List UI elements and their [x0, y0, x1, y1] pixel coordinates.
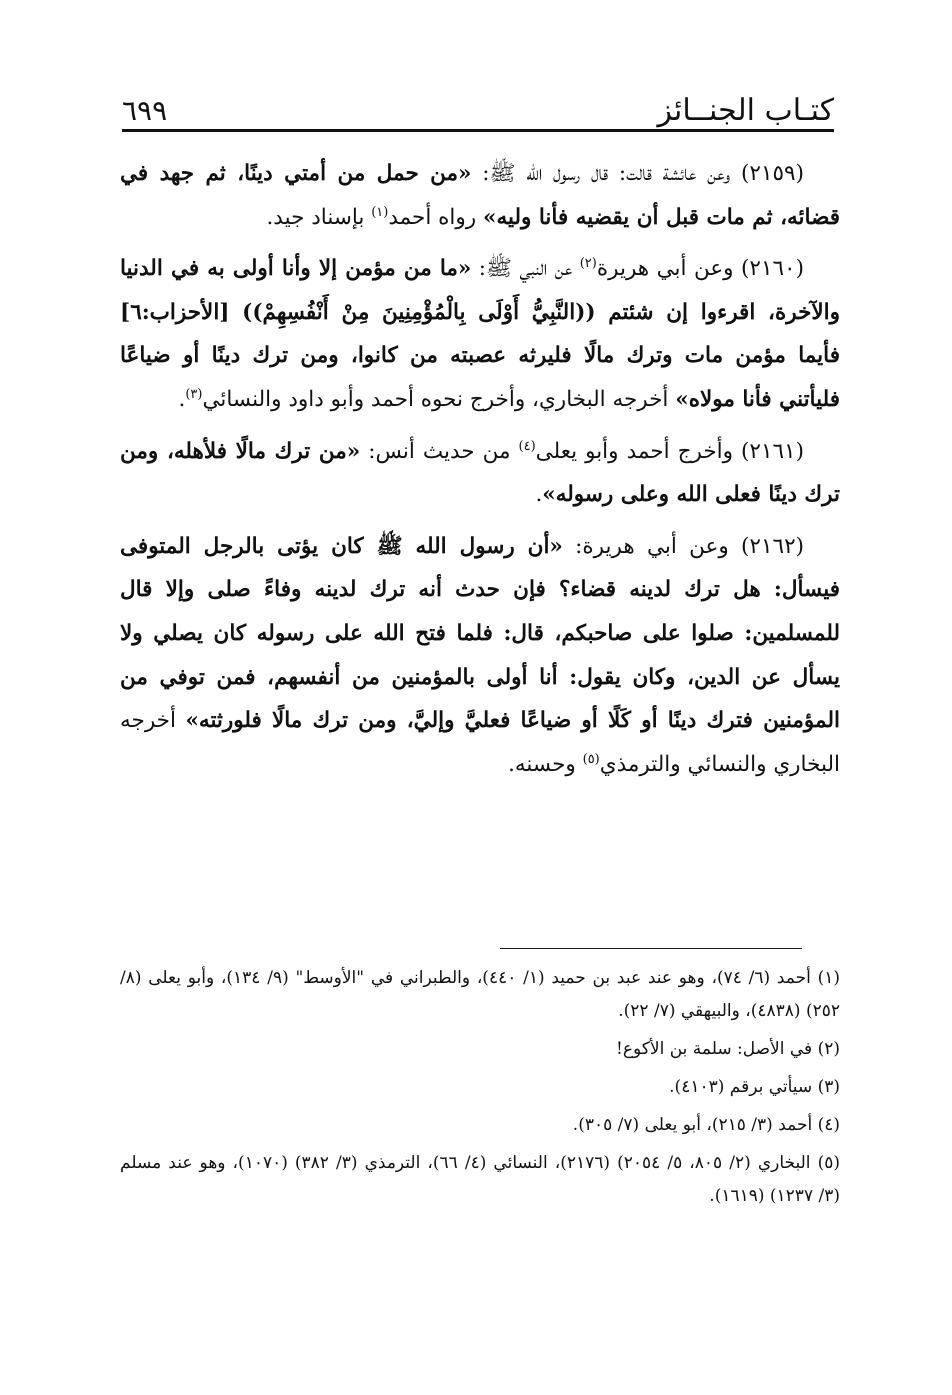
hadith-source: رواه أحمد — [388, 204, 483, 230]
hadith-source: أخرجه البخاري، وأخرج نحوه أحمد وأبو داود والنسائي — [202, 386, 676, 412]
hadith-quote: «ما من مؤمن إلا وأنا أولى به في الدنيا والآخرة، اقرءوا إن شئتم ((النَّبِيُّ أَوْلَى بِالْمُؤْمِنِينَ مِنْ أَنْفُسِهِمْ)) [الأحزاب:٦] فأيما مؤمن مات وترك مالًا فليرثه عصبته من كانوا، ومن ترك دينًا أو ضياعًا فليأتني فأنا مولاه» — [120, 256, 840, 412]
hadith-paragraph-2161 — [120, 430, 840, 517]
book-title: كتـاب الجنــائز — [657, 93, 834, 128]
footnote-ref: (١) — [371, 204, 389, 220]
footnote-5: (٥) البخاري (٢/ ٨٠٥، ٥/ ٢٠٥٤) (٢١٧٦)، النسائي (٤/ ٦٦)، الترمذي (٣/ ٣٨٢) (١٠٧٠)، وهو عند مسلم (٣/ ١٢٣٧) (١٦١٩). — [120, 1153, 840, 1206]
header-rule — [122, 129, 834, 132]
hadith-intro-cont: عن النبي ﷺ: — [471, 256, 580, 282]
hadith-grade: بإسناد جيد. — [266, 204, 372, 230]
footnote-4: (٤) أحمد (٣/ ٢١٥)، أبو يعلى (٧/ ٣٠٥). — [572, 1115, 840, 1135]
hadith-quote: «أن رسول الله ﷺ كان يؤتى بالرجل المتوفى فيسأل: هل ترك لدينه قضاء؟ فإن حدث أنه ترك لدينه وفاءً صلى وإلا قال للمسلمين: صلوا على صاحبكم، قال: فلما فتح الله على رسوله كان يصلي ولا يسأل عن الدين، وكان يقول: أنا أولى بالمؤمنين من أنفسهم، فمن توفي من المؤمنين فترك دينًا أو كَلًا أو ضياعًا فعليَّ وإليَّ، ومن ترك مالًا فلورثته» — [120, 533, 840, 734]
hadith-end: . — [535, 482, 543, 508]
hadith-paragraph-2159 — [120, 152, 840, 239]
page-number: ٦٩٩ — [122, 94, 168, 127]
main-text — [120, 152, 840, 794]
footnote-1: (١) أحمد (٦/ ٧٤)، وهو عند عبد بن حميد (١/ ٤٤٠)، والطبراني في "الأوسط" (٩/ ١٣٤)، وأبو يعلى (٨/ ٢٥٢) (٤٨٣٨)، والبيهقي (٧/ ٢٢). — [120, 968, 841, 1021]
hadith-intro: وعن أبي هريرة: — [562, 533, 729, 559]
hadith-paragraph-2162 — [120, 525, 840, 787]
hadith-grade: وحسنه. — [508, 751, 583, 777]
footnote-ref: (٥) — [582, 751, 600, 767]
hadith-number: (٢١٦١) — [741, 438, 804, 464]
footnote-ref: (٣) — [185, 386, 203, 402]
hadith-quote: «من حمل من أمتي دينًا، ثم جهد في قضائه، ثم مات قبل أن يقضيه فأنا وليه» — [120, 161, 840, 230]
hadith-number: (٢١٦٠) — [741, 256, 804, 282]
hadith-end: . — [178, 386, 186, 412]
footnote-ref: (٢) — [579, 256, 597, 272]
hadith-intro: وعن أبي هريرة — [596, 256, 734, 282]
hadith-paragraph-2160 — [120, 247, 840, 421]
footnote-ref: (٤) — [518, 438, 536, 454]
hadith-intro: وأخرج أحمد وأبو يعلى — [535, 438, 733, 464]
hadith-source: أخرجه البخاري والنسائي والترمذي — [120, 708, 840, 777]
hadith-quote: «من ترك مالًا فلأهله، ومن ترك دينًا فعلى الله وعلى رسوله» — [120, 438, 840, 508]
hadith-number: (٢١٥٩) — [741, 161, 804, 186]
hadith-intro-cont: من حديث أنس: — [360, 438, 519, 464]
hadith-intro: وعن عائشة قالت: قال رسول الله ﷺ: — [471, 161, 731, 186]
footnote-separator — [500, 948, 802, 949]
page-header — [122, 88, 834, 130]
footnotes — [120, 962, 840, 1218]
hadith-number: (٢١٦٢) — [741, 533, 805, 559]
footnote-3: (٣) سيأتي برقم (٤١٠٣). — [669, 1077, 840, 1097]
footnote-2: (٢) في الأصل: سلمة بن الأكوع! — [616, 1039, 840, 1059]
